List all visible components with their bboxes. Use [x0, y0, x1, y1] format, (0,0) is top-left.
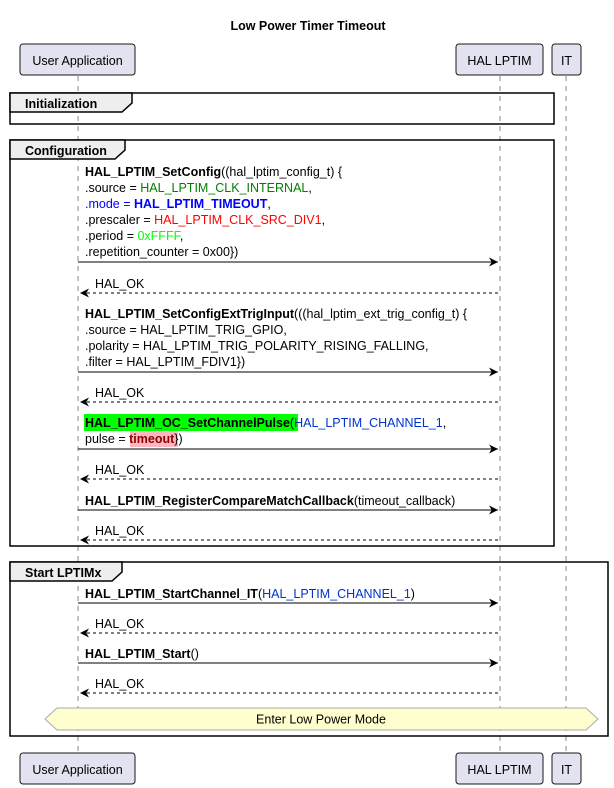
svg-text:HAL LPTIM: HAL LPTIM	[467, 763, 532, 777]
svg-text:.repetition_counter = 0x00}): .repetition_counter = 0x00})	[85, 245, 239, 259]
svg-text:HAL_LPTIM_RegisterCompareMatch: HAL_LPTIM_RegisterCompareMatchCallback(timeout_callback)	[85, 494, 456, 508]
participant-user-application-top	[20, 44, 135, 75]
participant-hal-lptim-top	[456, 44, 543, 75]
svg-text:.polarity = HAL_LPTIM_TRIG_POL: .polarity = HAL_LPTIM_TRIG_POLARITY_RISING_FALLING,	[85, 339, 429, 353]
svg-text:HAL_LPTIM_Start(): HAL_LPTIM_Start()	[85, 647, 199, 661]
group-initialization	[10, 93, 554, 124]
svg-text:.filter = HAL_LPTIM_FDIV1}): .filter = HAL_LPTIM_FDIV1})	[85, 355, 246, 369]
reply-hal-ok-5	[80, 617, 498, 633]
svg-text:HAL_OK: HAL_OK	[95, 277, 145, 291]
svg-text:.source = HAL_LPTIM_CLK_INTERN: .source = HAL_LPTIM_CLK_INTERNAL,	[85, 181, 312, 195]
svg-text:User Application: User Application	[32, 54, 123, 68]
reply-hal-ok-2	[80, 386, 498, 402]
svg-text:User Application: User Application	[32, 763, 123, 777]
message-set-config	[78, 165, 498, 262]
svg-text:HAL_OK: HAL_OK	[95, 677, 145, 691]
svg-text:HAL_LPTIM_SetConfig((hal_lptim: HAL_LPTIM_SetConfig((hal_lptim_config_t) {	[85, 165, 343, 179]
svg-text:HAL_LPTIM_SetConfigExtTrigInpu: HAL_LPTIM_SetConfigExtTrigInput(((hal_lptim_ext_trig_config_t) {	[85, 307, 468, 321]
svg-text:Enter Low Power Mode: Enter Low Power Mode	[256, 712, 386, 727]
note-enter-low-power-mode	[45, 708, 598, 730]
participant-hal-lptim-bottom	[456, 753, 543, 784]
reply-hal-ok-6	[80, 677, 498, 693]
svg-text:HAL LPTIM: HAL LPTIM	[467, 54, 532, 68]
svg-text:.period = 0xFFFF,: .period = 0xFFFF,	[85, 229, 184, 243]
diagram-title: Low Power Timer Timeout	[230, 19, 386, 33]
message-set-config-ext-trig-input	[78, 307, 498, 372]
svg-text:IT: IT	[560, 54, 573, 68]
svg-text:.prescaler = HAL_LPTIM_CLK_SRC: .prescaler = HAL_LPTIM_CLK_SRC_DIV1,	[85, 213, 326, 227]
svg-text:HAL_OK: HAL_OK	[95, 617, 145, 631]
participant-it-bottom	[552, 753, 581, 784]
svg-text:.mode = HAL_LPTIM_TIMEOUT,: .mode = HAL_LPTIM_TIMEOUT,	[85, 197, 271, 211]
svg-text:HAL_LPTIM_StartChannel_IT(HAL_: HAL_LPTIM_StartChannel_IT(HAL_LPTIM_CHANNEL_1)	[85, 587, 415, 601]
reply-hal-ok-4	[80, 524, 498, 540]
svg-text:HAL_LPTIM_OC_SetChannelPulse(H: HAL_LPTIM_OC_SetChannelPulse(HAL_LPTIM_CHANNEL_1,	[85, 416, 447, 430]
svg-text:HAL_OK: HAL_OK	[95, 524, 145, 538]
svg-text:IT: IT	[560, 763, 573, 777]
message-oc-set-channel-pulse	[78, 414, 498, 449]
participant-user-application-bottom	[20, 753, 135, 784]
message-start-channel-it	[78, 587, 498, 603]
message-register-compare-match-callback	[78, 494, 498, 510]
participant-it-top	[552, 44, 581, 75]
svg-text:pulse = timeout}): pulse = timeout})	[85, 432, 183, 446]
group-initialization-label: Initialization	[25, 97, 98, 111]
svg-text:HAL_OK: HAL_OK	[95, 386, 145, 400]
reply-hal-ok-1	[80, 277, 498, 293]
group-start-lptimx-label: Start LPTIMx	[25, 566, 102, 580]
reply-hal-ok-3	[80, 463, 498, 479]
svg-text:HAL_OK: HAL_OK	[95, 463, 145, 477]
message-start	[78, 647, 498, 663]
svg-text:.source = HAL_LPTIM_TRIG_GPIO,: .source = HAL_LPTIM_TRIG_GPIO,	[85, 323, 287, 337]
group-configuration-label: Configuration	[25, 144, 107, 158]
